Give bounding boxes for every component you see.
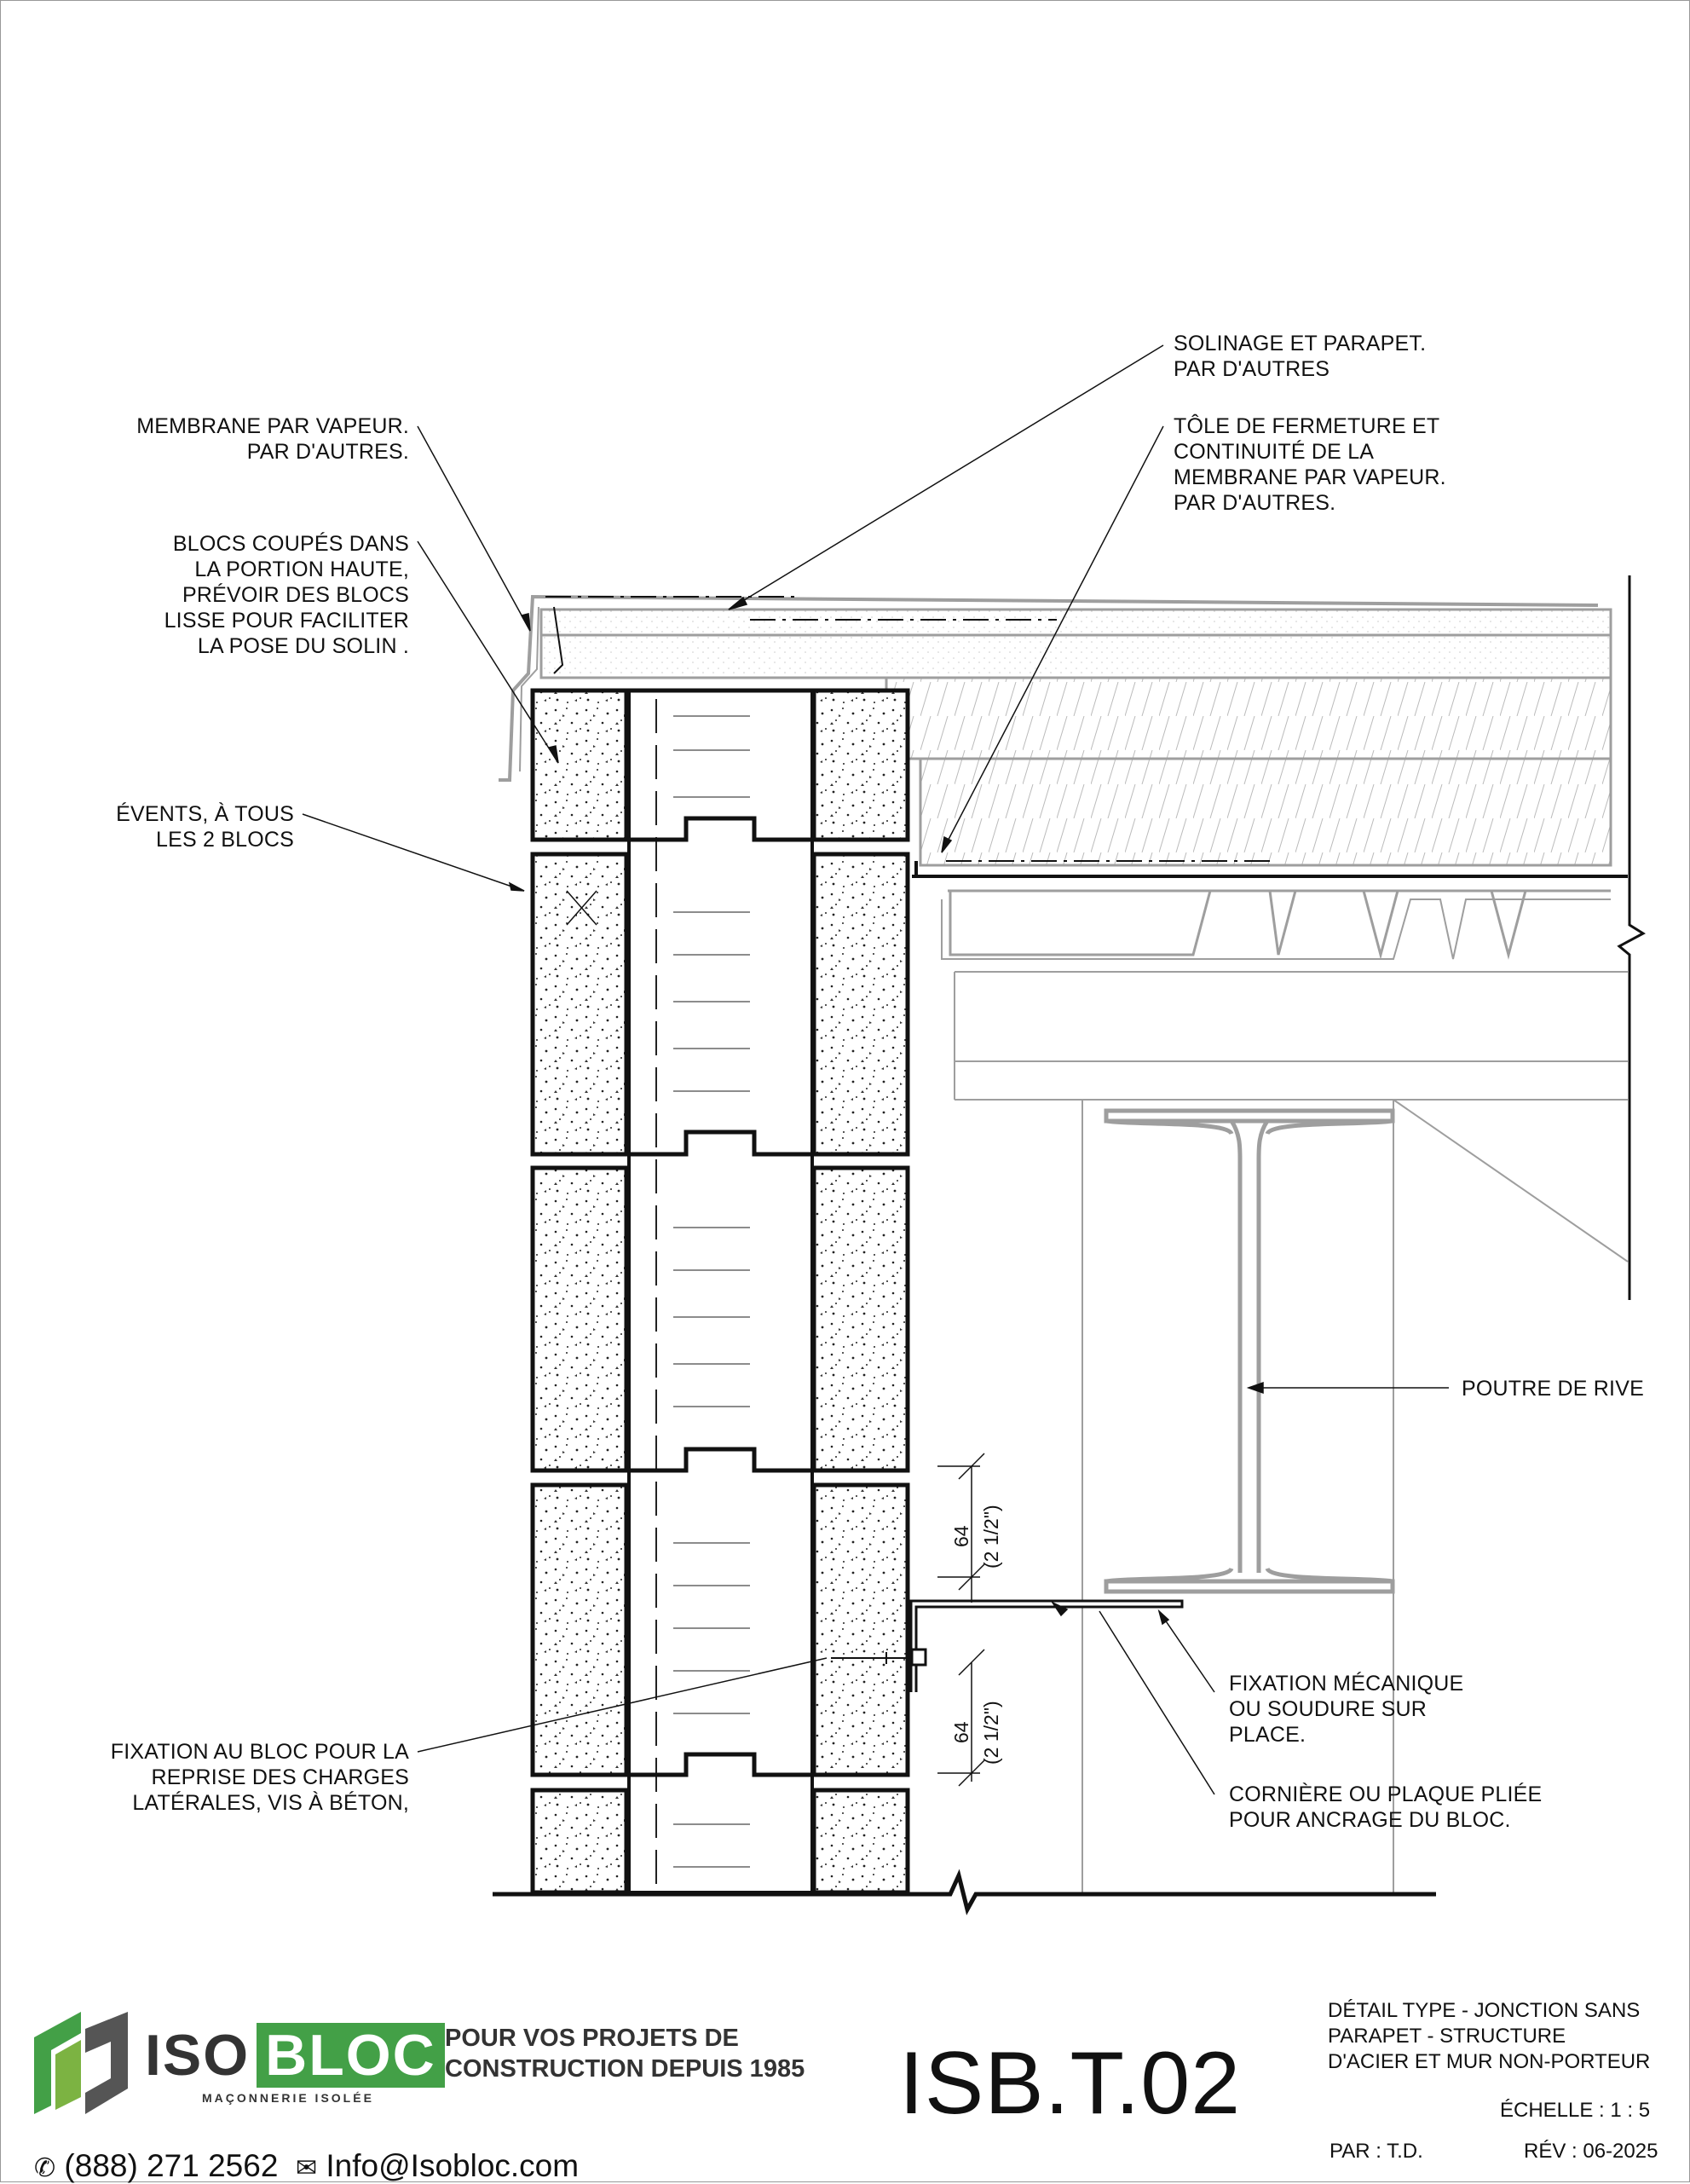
phone-icon: ✆	[34, 2154, 56, 2182]
tagline-line: CONSTRUCTION DEPUIS 1985	[445, 2055, 805, 2083]
note-events	[85, 801, 294, 852]
note-line: OU SOUDURE SUR	[1229, 1697, 1427, 1721]
note-line: MEMBRANE PAR VAPEUR.	[136, 414, 409, 438]
note-line: FIXATION MÉCANIQUE	[1229, 1672, 1464, 1696]
note-line: FIXATION AU BLOC POUR LA	[110, 1740, 409, 1764]
brand-bloc: BLOC	[257, 2023, 445, 2088]
note-line: LES 2 BLOCS	[155, 828, 294, 852]
note-line: LISSE POUR FACILITER	[164, 609, 409, 633]
note-corniere	[1229, 1782, 1542, 1833]
tagline	[445, 2023, 805, 2084]
note-line: ÉVENTS, À TOUS	[116, 802, 294, 826]
note-line: POUTRE DE RIVE	[1462, 1377, 1644, 1401]
contact-info	[34, 2148, 579, 2184]
note-line: PAR D'AUTRES	[1174, 357, 1330, 381]
dimension-1-value: 64	[950, 1525, 972, 1547]
title-line: DÉTAIL TYPE - JONCTION SANS	[1328, 1999, 1641, 2022]
note-line: PLACE.	[1229, 1723, 1306, 1747]
drawing-scale: ÉCHELLE : 1 : 5	[1500, 2099, 1651, 2122]
note-line: POUR ANCRAGE DU BLOC.	[1229, 1808, 1511, 1832]
note-poutre	[1462, 1376, 1644, 1401]
dimension-2-imperial: (2 1/2")	[980, 1701, 1002, 1765]
note-line: MEMBRANE PAR VAPEUR.	[1174, 465, 1446, 489]
title-line: D'ACIER ET MUR NON-PORTEUR	[1328, 2050, 1651, 2073]
brand-name	[145, 2022, 445, 2089]
note-line: SOLINAGE ET PARAPET.	[1174, 332, 1427, 355]
roof-insulation-upper	[886, 678, 1611, 759]
note-line: CORNIÈRE OU PLAQUE PLIÉE	[1229, 1782, 1543, 1806]
note-fixation-bloc	[68, 1739, 409, 1816]
note-fixation-meca	[1229, 1671, 1463, 1748]
note-blocs-coupes	[85, 531, 409, 659]
drawing-title	[1328, 1998, 1650, 2075]
dimension-2-value: 64	[950, 1721, 972, 1743]
note-line: PAR D'AUTRES.	[1174, 491, 1336, 515]
note-line: LATÉRALES, VIS À BÉTON,	[132, 1791, 409, 1815]
note-line: BLOCS COUPÉS DANS	[172, 532, 409, 556]
break-line-right	[1619, 575, 1643, 1300]
drawn-by: PAR : T.D.	[1330, 2140, 1423, 2163]
note-line: PAR D'AUTRES.	[246, 440, 409, 464]
roof-cover-board	[541, 635, 1611, 678]
steel-beam	[1106, 1111, 1393, 1592]
note-line: PRÉVOIR DES BLOCS	[182, 583, 409, 607]
note-line: LA POSE DU SOLIN .	[197, 634, 409, 658]
note-tole	[1174, 413, 1446, 516]
drawing-number: ISB.T.02	[899, 2034, 1242, 2133]
note-membrane	[85, 413, 409, 465]
isobloc-logo-mark	[34, 2012, 132, 2118]
note-line: LA PORTION HAUTE,	[194, 558, 409, 581]
title-line: PARAPET - STRUCTURE	[1328, 2025, 1566, 2048]
title-block-footer	[0, 1986, 1690, 2182]
note-solinage	[1174, 331, 1426, 382]
email-link[interactable]: Info@Isobloc.com	[326, 2148, 580, 2183]
brand-subtitle: MAÇONNERIE ISOLÉE	[202, 2091, 374, 2105]
mail-icon: ✉	[295, 2154, 318, 2182]
brand-iso: ISO	[145, 2023, 251, 2088]
revision: RÉV : 06-2025	[1524, 2140, 1658, 2163]
note-line: CONTINUITÉ DE LA	[1174, 440, 1375, 464]
tagline-line: POUR VOS PROJETS DE	[445, 2025, 739, 2052]
note-line: TÔLE DE FERMETURE ET	[1174, 414, 1440, 438]
phone-number[interactable]: (888) 271 2562	[64, 2148, 279, 2183]
note-line: REPRISE DES CHARGES	[151, 1765, 409, 1789]
roof-insulation-lower	[920, 759, 1611, 865]
roof-top-board	[541, 610, 1611, 635]
dimension-1-imperial: (2 1/2")	[980, 1505, 1002, 1569]
